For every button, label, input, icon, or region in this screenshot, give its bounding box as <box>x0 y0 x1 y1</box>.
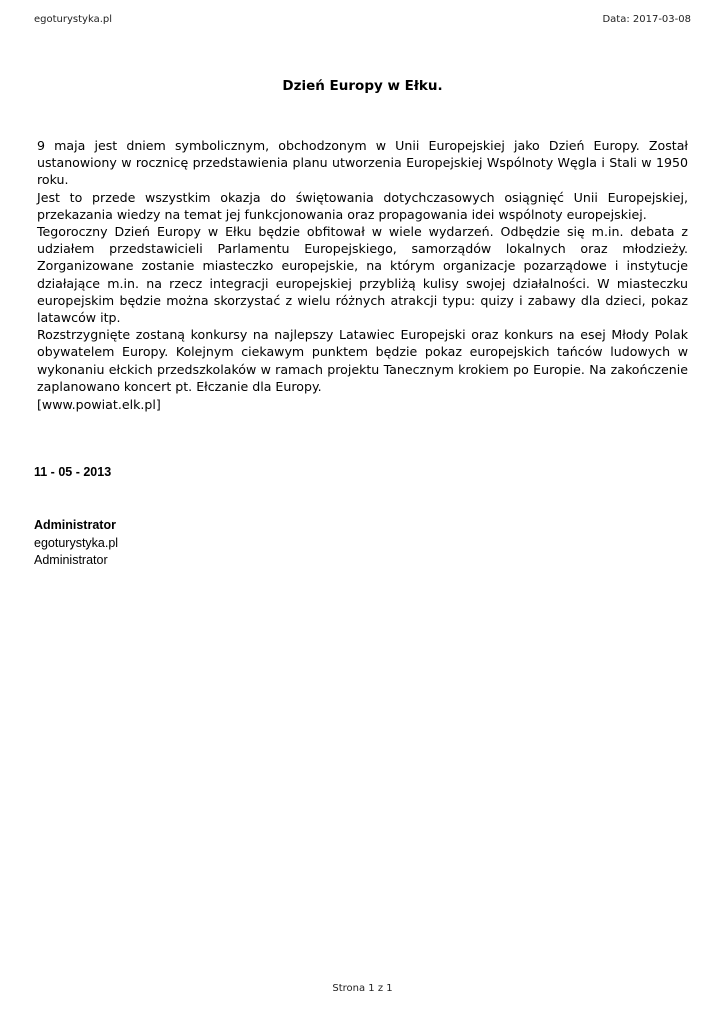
article-paragraph: Tegoroczny Dzień Europy w Ełku będzie obfitował w wiele wydarzeń. Odbędzie się m.in. debata z udziałem przedstawicieli Parlamentu Europejskiego, samorządów lokalnych oraz młodzieży. Zorganizowane zostanie miasteczko europejskie, na którym organizacje pozarządowe i instytucje działające m.in. na rzecz integracji europejskiej przybliżą kulisy swojej działalności. W miasteczku europejskim będzie można skorzystać z wielu różnych atrakcji typu: quizy i zabawy dla dzieci, pokaz latawców itp. <box>37 224 688 326</box>
article-source: [www.powiat.elk.pl] <box>37 397 161 413</box>
publish-date: 11 - 05 - 2013 <box>34 465 112 479</box>
header-print-date: Data: 2017-03-08 <box>602 14 691 25</box>
article-title: Dzień Europy w Ełku. <box>282 78 443 94</box>
article-paragraph: Rozstrzygnięte zostaną konkursy na najlepszy Latawiec Europejski oraz konkurs na esej Młody Polak obywatelem Europy. Kolejnym ciekawym punktem będzie pokaz europejskich tańców ludowych w wykonaniu ełckich przedszkolaków w ramach projektu Tanecznym krokiem po Europie. Na zakończenie zaplanowano koncert pt. Ełczanie dla Europy. <box>37 327 688 394</box>
header-site-name: egoturystyka.pl <box>34 14 113 25</box>
author-role: Administrator <box>34 553 108 567</box>
article-paragraph: 9 maja jest dniem symbolicznym, obchodzonym w Unii Europejskiej jako Dzień Europy. Został ustanowiony w rocznicę przedstawienia planu utworzenia Europejskiej Wspólnoty Węgla i Stali w 1950 roku. <box>37 138 688 188</box>
author-site: egoturystyka.pl <box>34 535 119 550</box>
article-paragraph: Jest to przede wszystkim okazja do świętowania dotychczasowych osiągnięć Unii Europejskiej, przekazania wiedzy na temat jej funkcjonowania oraz propagowania idei wspólnoty europejskiej. <box>37 189 688 222</box>
article-body <box>37 137 688 413</box>
author-name: Administrator <box>34 518 116 532</box>
page-number: Strona 1 z 1 <box>332 983 393 994</box>
author-block <box>34 517 118 570</box>
